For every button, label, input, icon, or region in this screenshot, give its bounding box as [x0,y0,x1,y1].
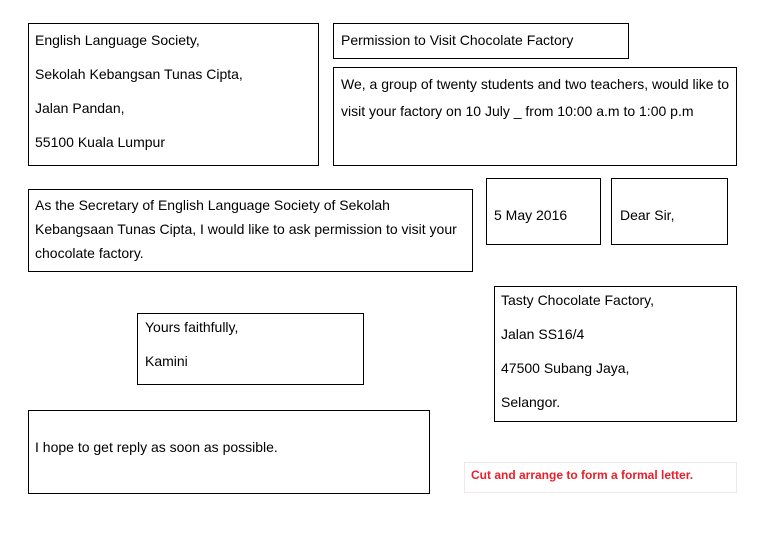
sender-address-line: Sekolah Kebangsan Tunas Cipta, [35,66,243,82]
sender-address-line: 55100 Kuala Lumpur [35,134,165,150]
body-paragraph-1-card [28,189,473,272]
subject-text: Permission to Visit Chocolate Factory [341,32,574,48]
recipient-address-card [494,286,737,422]
signature-name: Kamini [145,353,188,369]
final-paragraph-text: I hope to get reply as soon as possible. [35,439,278,455]
closing-card [137,313,364,385]
sender-address-line: English Language Society, [35,32,200,48]
date-text: 5 May 2016 [494,207,568,223]
salutation-text: Dear Sir, [620,207,675,223]
body-paragraph-1-text: As the Secretary of English Language Society of Sekolah Kebangsaan Tunas Cipta, I would like to ask permission to visit your chocolate factory. [35,197,457,261]
salutation-card [611,178,728,245]
sender-address-card [28,23,319,166]
recipient-address-line: Selangor. [501,394,561,410]
sender-address-line: Jalan Pandan, [35,100,125,116]
body-paragraph-2-text: We, a group of twenty students and two teachers, would like to visit your factory on 10 July _ from 10:00 a.m to 1:00 p.m [341,76,730,119]
body-paragraph-2-card [333,67,737,166]
recipient-address-line: Jalan SS16/4 [501,326,585,342]
final-paragraph-card [28,410,430,494]
recipient-address-line: Tasty Chocolate Factory, [501,292,655,308]
instruction-text: Cut and arrange to form a formal letter. [471,468,694,482]
closing-line: Yours faithfully, [145,319,239,335]
date-card [486,178,601,245]
instruction-note [464,462,737,493]
subject-card [333,23,629,59]
recipient-address-line: 47500 Subang Jaya, [501,360,630,376]
